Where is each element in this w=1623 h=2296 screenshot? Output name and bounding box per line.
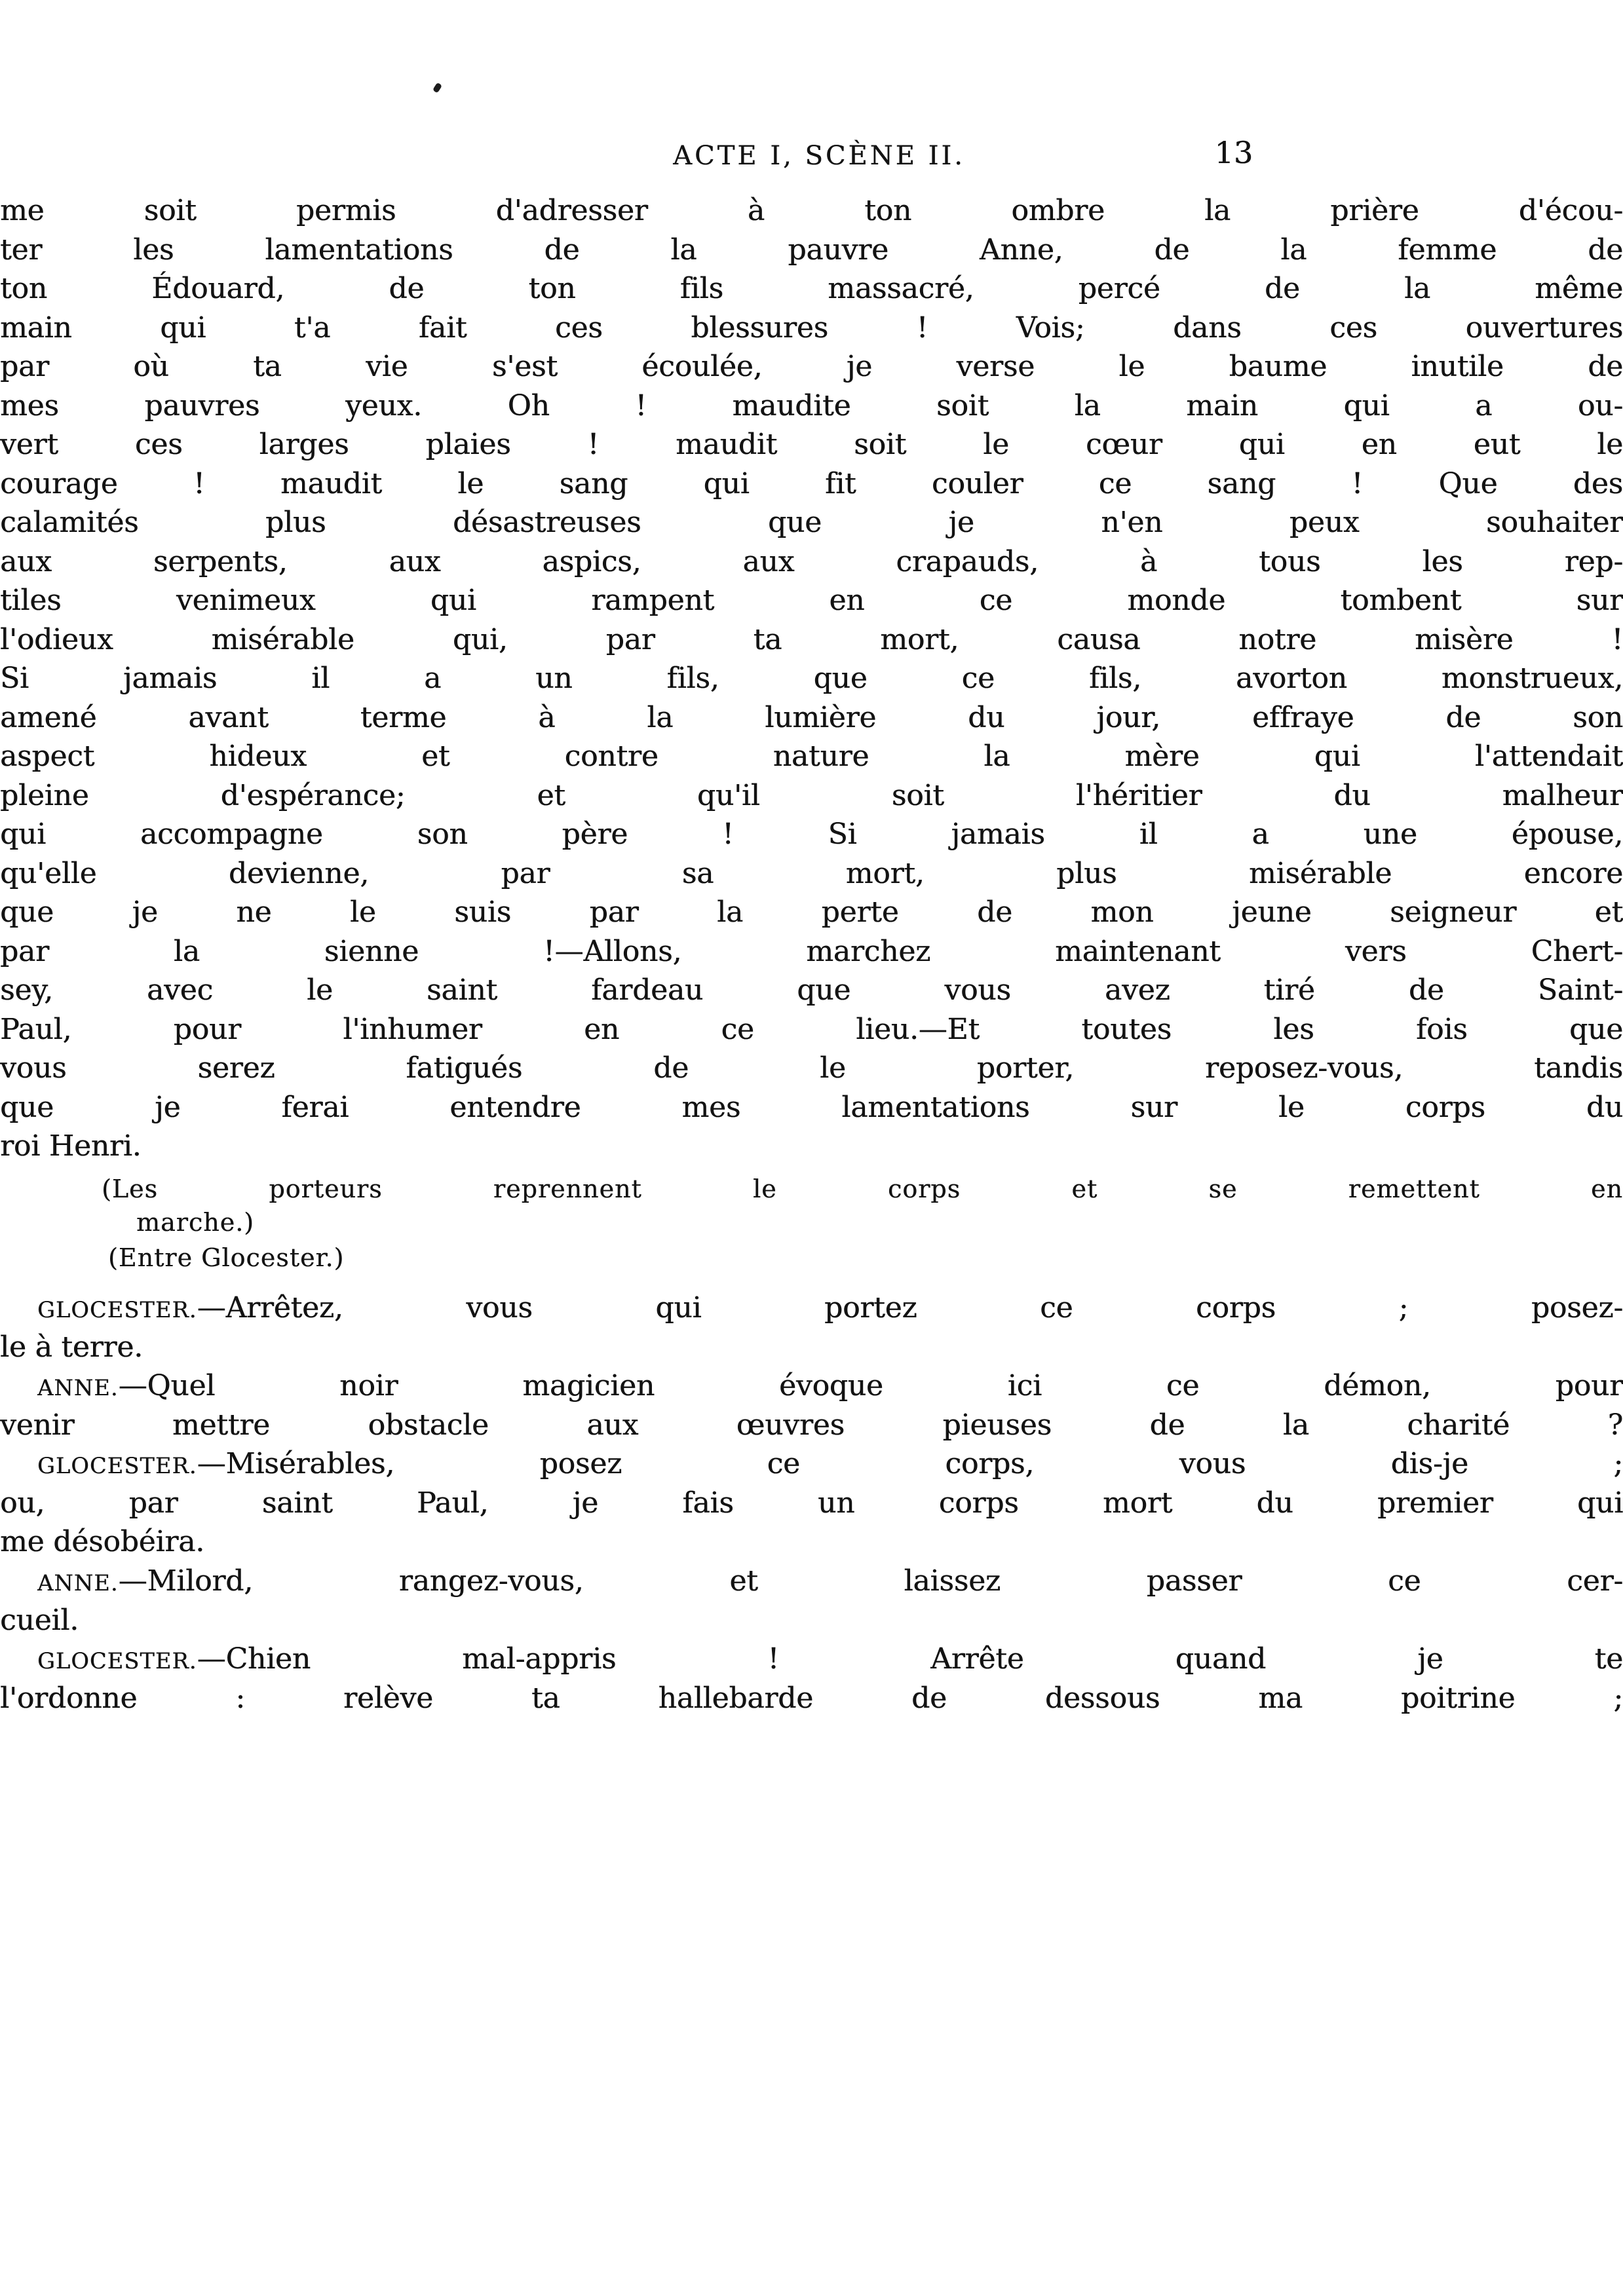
page-number: 13: [1214, 135, 1253, 170]
stage-direction-line: (Entre Glocester.): [108, 1243, 345, 1272]
text-line: me soit permis d'adresser à ton ombre la prière d'écou-: [0, 194, 1623, 227]
dialogue-text: —Arrêtez, vous qui portez ce corps ; posez-: [197, 1291, 1623, 1325]
text-line: amené avant terme à la lumière du jour, effraye de son: [0, 700, 1623, 734]
text-line: pleine d'espérance; et qu'il soit l'héritier du malheur: [0, 778, 1623, 812]
text-line: aspect hideux et contre nature la mère qui l'attendait: [0, 740, 1623, 773]
dialogue-line: le à terre.: [0, 1330, 143, 1364]
text-line: calamités plus désastreuses que je n'en peux souhaiter: [0, 506, 1623, 539]
dialogue-anne-1: [0, 1366, 1623, 1444]
dialogue-text: —Milord, rangez-vous, et laissez passer ce cer-: [118, 1564, 1623, 1598]
dialogue-anne-2: [0, 1562, 1623, 1640]
speaker-name: GLOCESTER.: [37, 1453, 197, 1478]
dialogue-first-line: [0, 1640, 1623, 1679]
page-header: [385, 135, 1253, 174]
dialogue-text: —Quel noir magicien évoque ici ce démon, pour: [118, 1369, 1623, 1402]
text-line: ton Édouard, de ton fils massacré, percé de la même: [0, 272, 1623, 305]
text-line: qu'elle devienne, par sa mort, plus misérable encore: [0, 856, 1623, 890]
speaker-name: GLOCESTER.: [37, 1648, 197, 1674]
ink-speck: [432, 83, 442, 94]
text-line: qui accompagne son père ! Si jamais il a une épouse,: [0, 818, 1623, 851]
text-line: mes pauvres yeux. Oh ! maudite soit la main qui a ou-: [0, 388, 1623, 423]
dialogue-line: l'ordonne : relève ta hallebarde de dessous ma poitrine ;: [0, 1681, 1623, 1715]
text-line: l'odieux misérable qui, par ta mort, causa notre misère !: [0, 622, 1623, 656]
text-line: aux serpents, aux aspics, aux crapauds, à tous les rep-: [0, 544, 1623, 578]
speaker-name: ANNE.: [37, 1570, 119, 1596]
text-line: courage ! maudit le sang qui fit couler ce sang ! Que des: [0, 466, 1623, 500]
text-line: sey, avec le saint fardeau que vous avez tiré de Saint-: [0, 973, 1623, 1007]
dialogue-line: venir mettre obstacle aux œuvres pieuses de la charité ?: [0, 1408, 1623, 1442]
dialogue-line: ou, par saint Paul, je fais un corps mort du premier qui: [0, 1486, 1623, 1520]
dialogue-glocester-1: [0, 1289, 1623, 1366]
text-line: vous serez fatigués de le porter, reposez-vous, tandis: [0, 1051, 1623, 1085]
text-line: vert ces larges plaies ! maudit soit le cœur qui en eut le: [0, 428, 1623, 461]
text-line: que je ne le suis par la perte de mon jeune seigneur et: [0, 895, 1623, 929]
text-line: main qui t'a fait ces blessures ! Vois; dans ces ouvertures: [0, 311, 1623, 345]
stage-direction-enter-glocester: [0, 1241, 1623, 1275]
text-line: roi Henri.: [0, 1129, 142, 1163]
dialogue-first-line: [0, 1366, 1623, 1406]
dialogue-line: me désobéira.: [0, 1525, 204, 1558]
speech-paragraph: [0, 191, 1623, 1166]
dialogue-glocester-3: [0, 1640, 1623, 1718]
running-title: ACTE I, SCÈNE II.: [673, 141, 965, 171]
dialogue-first-line: [0, 1444, 1623, 1484]
text-line: tiles venimeux qui rampent en ce monde tombent sur: [0, 584, 1623, 617]
dialogue-text: —Misérables, posez ce corps, vous dis-je ;: [197, 1447, 1623, 1480]
stage-direction-line: marche.): [136, 1208, 255, 1237]
speaker-name: ANNE.: [37, 1375, 119, 1401]
speaker-name: GLOCESTER.: [37, 1297, 197, 1323]
stage-direction-porters: [0, 1173, 1623, 1239]
dialogue-first-line: [0, 1289, 1623, 1328]
dialogue-text: —Chien mal-appris ! Arrête quand je te: [197, 1642, 1623, 1676]
text-line: Paul, pour l'inhumer en ce lieu.—Et toutes les fois que: [0, 1012, 1623, 1046]
text-line: que je ferai entendre mes lamentations sur le corps du: [0, 1090, 1623, 1124]
text-line: par où ta vie s'est écoulée, je verse le baume inutile de: [0, 350, 1623, 383]
text-line: par la sienne !—Allons, marchez maintenant vers Chert-: [0, 934, 1623, 968]
stage-direction-line: (Les porteurs reprennent le corps et se remettent en: [102, 1175, 1623, 1203]
dialogue-line: cueil.: [0, 1603, 79, 1637]
dialogue-first-line: [0, 1562, 1623, 1601]
dialogue-glocester-2: [0, 1444, 1623, 1562]
text-line: Si jamais il a un fils, que ce fils, avorton monstrueux,: [0, 662, 1623, 695]
text-line: ter les lamentations de la pauvre Anne, de la femme de: [0, 233, 1623, 267]
